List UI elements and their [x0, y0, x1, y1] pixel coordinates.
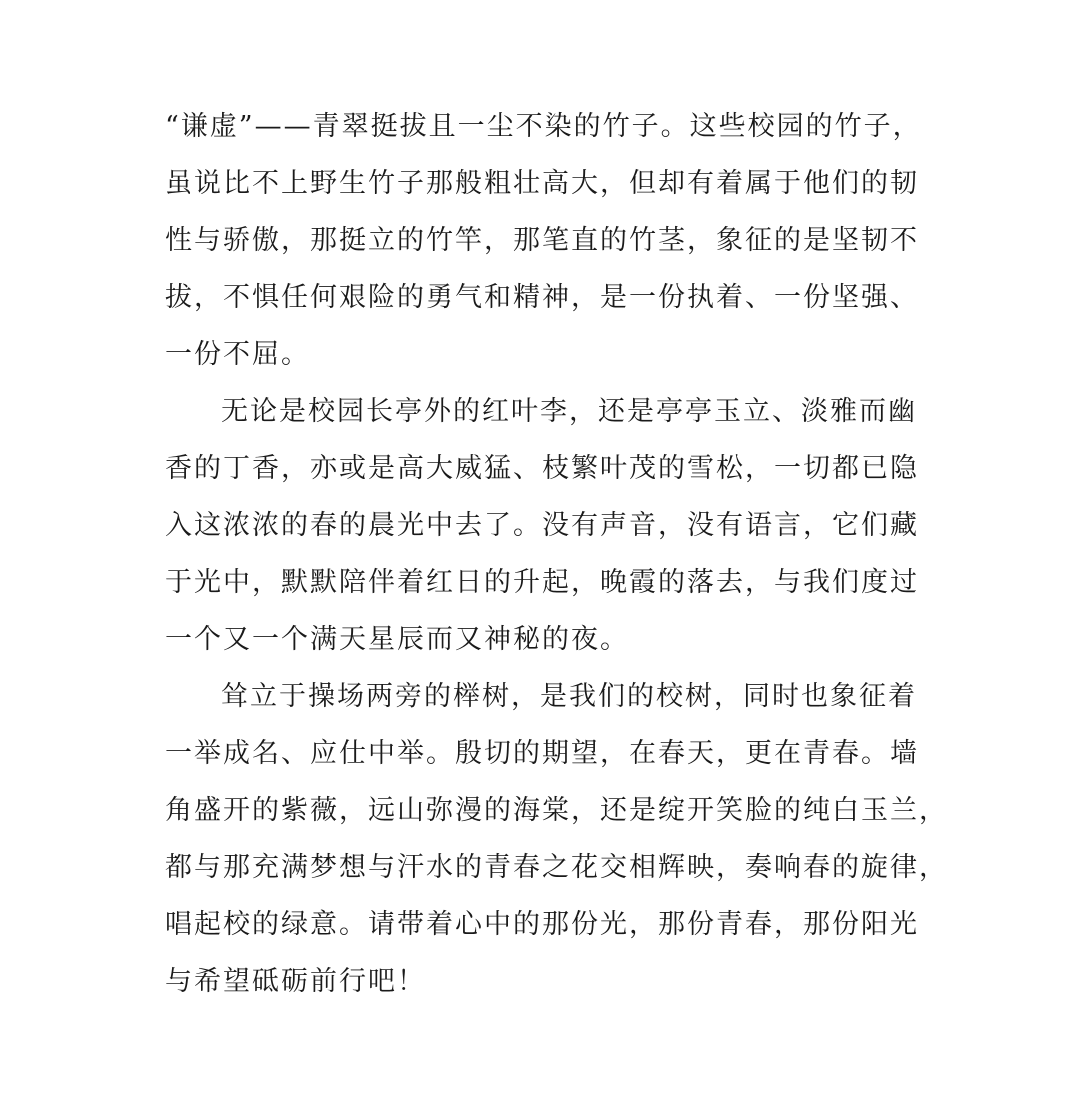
text-line: 虽说比不上野生竹子那般粗壮高大，但却有着属于他们的韧 — [165, 168, 919, 199]
text-line: 耸立于操场两旁的榉树，是我们的校树，同时也象征着 — [221, 681, 917, 712]
text-line: 一个又一个满天星辰而又神秘的夜。 — [165, 624, 629, 655]
paragraph-3 — [165, 668, 965, 1010]
text-line: 拔，不惧任何艰险的勇气和精神，是一份执着、一份坚强、 — [165, 282, 919, 313]
text-line: 入这浓浓的春的晨光中去了。没有声音，没有语言，它们藏 — [165, 510, 919, 541]
paragraph-1 — [165, 98, 965, 383]
document-body — [165, 98, 965, 1010]
text-line: 香的丁香，亦或是高大威猛、枝繁叶茂的雪松，一切都已隐 — [165, 453, 919, 484]
text-line: 唱起校的绿意。请带着心中的那份光，那份青春，那份阳光 — [165, 909, 919, 940]
text-line: 都与那充满梦想与汗水的青春之花交相辉映，奏响春的旋律， — [165, 852, 948, 883]
text-line: 性与骄傲，那挺立的竹竿，那笔直的竹茎，象征的是坚韧不 — [165, 225, 919, 256]
text-line: 与希望砥砺前行吧！ — [165, 966, 426, 997]
text-line: 无论是校园长亭外的红叶李，还是亭亭玉立、淡雅而幽 — [221, 396, 917, 427]
text-line: 于光中，默默陪伴着红日的升起，晚霞的落去，与我们度过 — [165, 567, 919, 598]
text-line: 一份不屈。 — [165, 339, 310, 370]
text-line: 角盛开的紫薇，远山弥漫的海棠，还是绽开笑脸的纯白玉兰， — [165, 795, 948, 826]
paragraph-2 — [165, 383, 965, 668]
text-line: 一举成名、应仕中举。殷切的期望，在春天，更在青春。墙 — [165, 738, 919, 769]
text-line: “谦虚”——青翠挺拔且一尘不染的竹子。这些校园的竹子， — [165, 111, 922, 142]
